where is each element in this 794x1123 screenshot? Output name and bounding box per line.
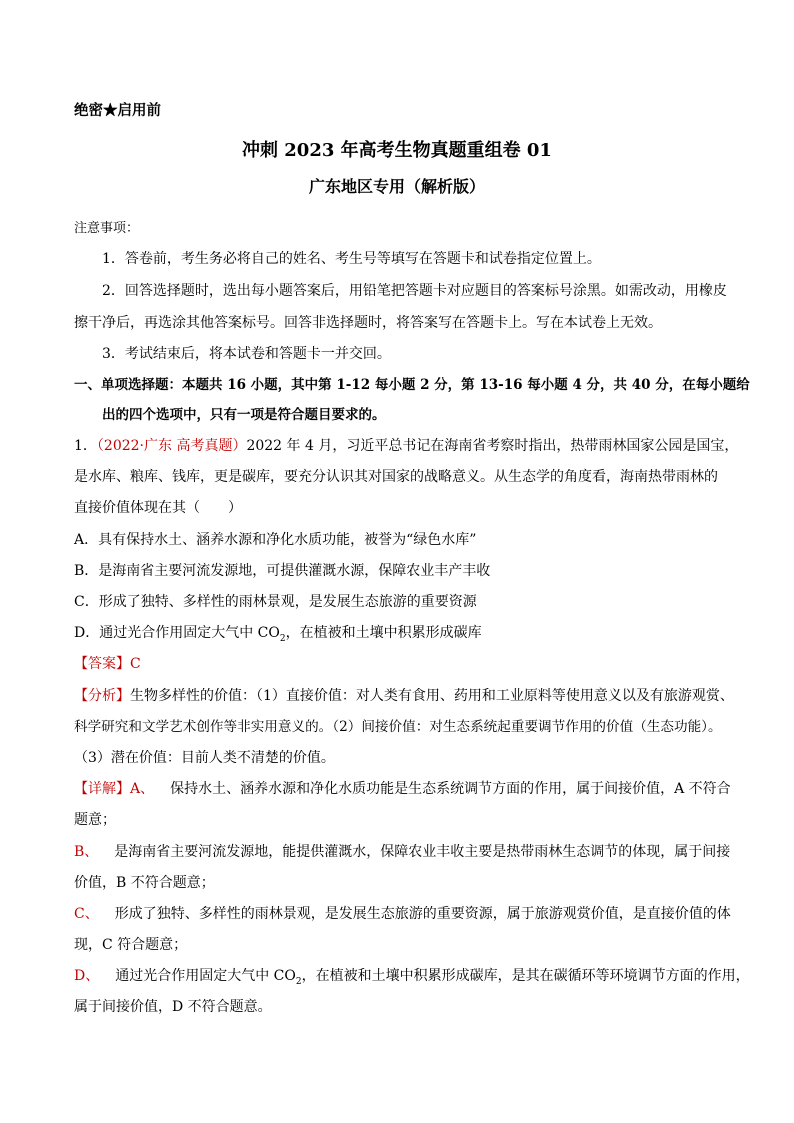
page-title: 冲刺 2023 年高考生物真题重组卷 01 (242, 140, 552, 161)
notice-item-2-cont: 擦干净后，再选涂其他答案标号。回答非选择题时，将答案写在答题卡上。写在本试卷上无效。 (74, 315, 662, 331)
detail-b-line1: B、 是海南省主要河流发源地，能提供灌溉水，保障农业丰收主要是热带雨林生态调节的体现，属于间接 (74, 844, 731, 860)
detail-a-line2: 题意； (74, 812, 116, 828)
detail-d-line1: D、 通过光合作用固定大气中 $CO_2$，在植被和土壤中积累形成碳库，是其在碳循环等环境调节方面的作用， (74, 968, 750, 987)
answer-value: C (130, 656, 141, 672)
detail-c-line1: C、 形成了独特、多样性的雨林景观，是发展生态旅游的重要资源，属于旅游观赏价值，是直接价值的体 (74, 906, 731, 922)
option-a: A．具有保持水土、涵养水源和净化水质功能，被誉为“绿色水库” (74, 532, 477, 548)
notice-item-3: 3．考试结束后，将本试卷和答题卡一并交回。 (102, 346, 391, 362)
analysis-line3: （3）潜在价值：目前人类不清楚的价值。 (74, 750, 335, 766)
analysis-line1: 【分析】生物多样性的价值：（1）直接价值：对人类有食用、药用和工业原料等使用意义以及有旅游观赏、 (74, 688, 734, 704)
section-heading: 一、单项选择题：本题共 16 小题，其中第 1-12 每小题 2 分，第 13-16 每小题 4 分，共 40 分，在每小题给 (74, 377, 750, 393)
option-c: C．形成了独特、多样性的雨林景观，是发展生态旅游的重要资源 (74, 594, 477, 610)
secret-label: 绝密★启用前 (74, 102, 161, 119)
question-stem-text: 2022 年 4 月，习近平总书记在海南省考察时指出，热带雨林国家公园是国宝， (246, 438, 739, 454)
detail-d-line2: 属于间接价值，D 不符合题意。 (74, 999, 272, 1015)
detail-b-line2: 价值，B 不符合题意； (74, 875, 215, 891)
analysis-line2: 科学研究和文学艺术创作等非实用意义的。（2）间接价值：对生态系统起重要调节作用的价值（生态功能）。 (74, 719, 722, 735)
question-1-stem (74, 437, 738, 455)
notice-item-2: 2．回答选择题时，选出每小题答案后，用铅笔把答题卡对应题目的答案标号涂黑。如需改动，用橡皮 (102, 283, 727, 299)
page-subtitle: 广东地区专用（解析版） (308, 177, 485, 196)
option-d: D．通过光合作用固定大气中 $CO_2$，在植被和土壤中积累形成碳库 (74, 625, 482, 644)
answer-line (74, 655, 141, 673)
notice-item-1: 1．答卷前，考生务必将自己的姓名、考生号等填写在答题卡和试卷指定位置上。 (102, 251, 601, 267)
question-number: 1． (74, 438, 97, 454)
section-heading-cont: 出的四个选项中，只有一项是符合题目要求的。 (102, 407, 386, 423)
question-stem-line2: 是水库、粮库、钱库，更是碳库，要充分认识其对国家的战略意义。从生态学的角度看，海南热带雨林的 (74, 469, 718, 485)
notice-heading: 注意事项： (74, 221, 140, 236)
option-b: B．是海南省主要河流发源地，可提供灌溉水源，保障农业丰产丰收 (74, 563, 491, 579)
detail-c-line2: 现，C 符合题意； (74, 937, 188, 953)
analysis-tag: 【分析】 (74, 688, 130, 704)
answer-tag: 【答案】 (74, 656, 130, 672)
detail-a-line1: 【详解】A、 保持水土、涵养水源和净化水质功能是生态系统调节方面的作用，属于间接价值，A 不符合 (74, 781, 731, 797)
question-stem-line3: 直接价值体现在其（ ） (74, 500, 242, 516)
question-source: （2022·广东 高考真题） (96, 438, 247, 454)
detail-tag: 【详解】 (74, 781, 130, 797)
